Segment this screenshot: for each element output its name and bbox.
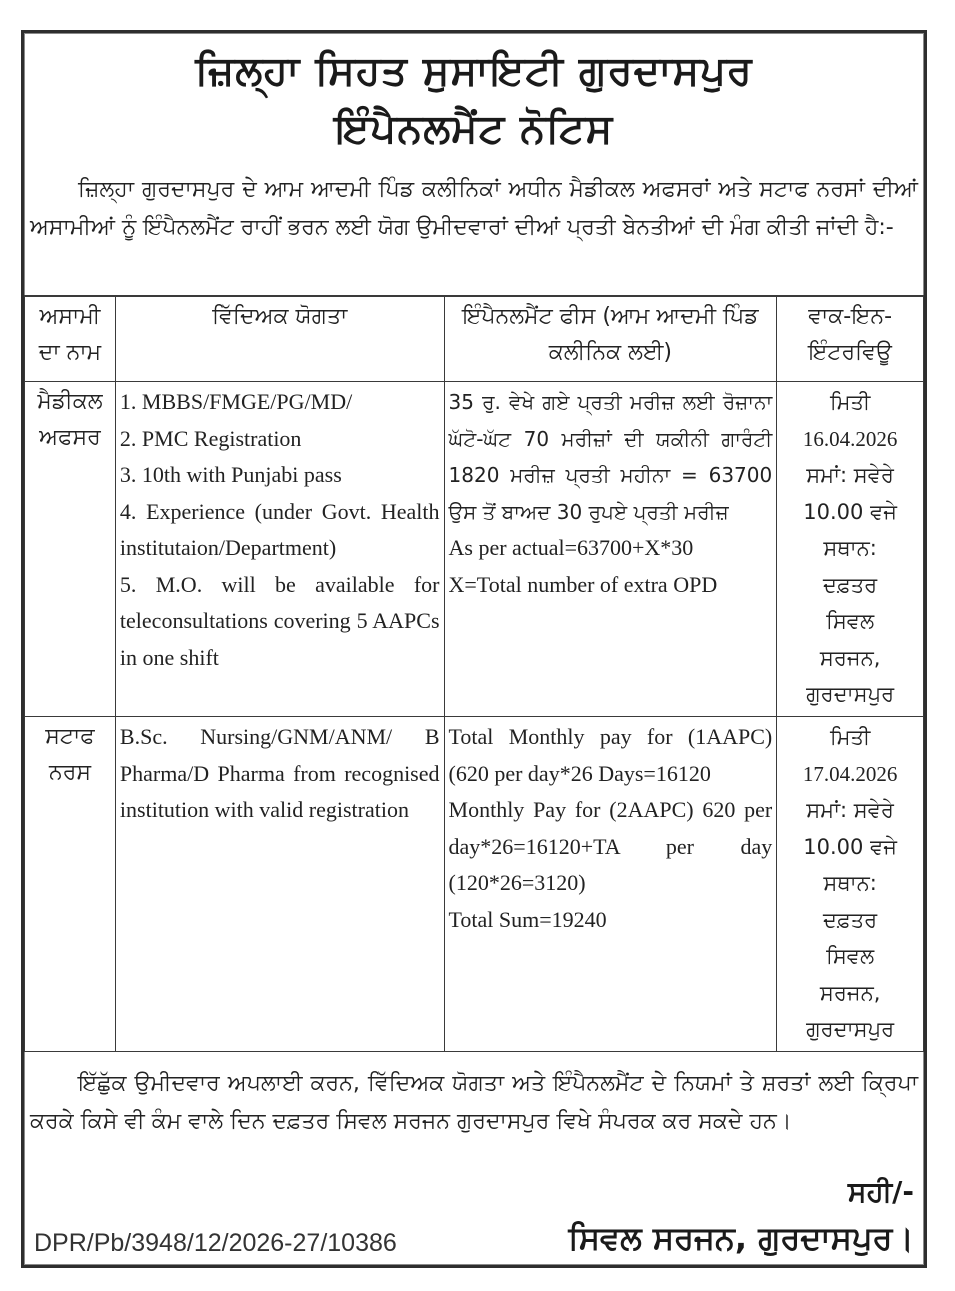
walkin-date: 17.04.2026 bbox=[802, 761, 898, 786]
post-cell bbox=[25, 717, 116, 1052]
intro-paragraph: ਜ਼ਿਲ੍ਹਾ ਗੁਰਦਾਸਪੁਰ ਦੇ ਆਮ ਆਦਮੀ ਪਿੰਡ ਕਲੀਨਿਕਾਂ ਅਧੀਨ ਮੈਡੀਕਲ ਅਫਸਰਾਂ ਅਤੇ ਸਟਾਫ ਨਰਸਾਂ ਦੀਆਂ ਅਸਾਮੀਆਂ ਨੂੰ ਇੰਪੈਨਲਮੈਂਟ ਰਾਹੀਂ ਭਰਨ ਲਈ ਯੋਗ ਉਮੀਦਵਾਰਾਂ ਦੀਆਂ ਪ੍ਰਤੀ ਬੇਨਤੀਆਂ ਦੀ ਮੰਗ ਕੀਤੀ ਜਾਂਦੀ ਹੈ:- bbox=[30, 177, 918, 240]
qualification-cell bbox=[115, 382, 444, 717]
walkin-cell bbox=[777, 382, 924, 717]
header-qualification: ਵਿੱਦਿਅਕ ਯੋਗਤਾ bbox=[115, 296, 444, 382]
walkin-date-label: ਮਿਤੀ bbox=[829, 390, 871, 414]
signer-title: ਸਿਵਲ ਸਰਜਨ, ਗੁਰਦਾਸਪੁਰ। bbox=[568, 1219, 914, 1257]
qualification-cell bbox=[115, 717, 444, 1052]
walkin-place: ਸਿਵਲ bbox=[826, 609, 875, 633]
header-fee: ਇੰਪੈਨਲਮੈਂਟ ਫੀਸ (ਆਮ ਆਦਮੀ ਪਿੰਡ ਕਲੀਨਿਕ ਲਈ) bbox=[444, 296, 777, 382]
qualification-item: 5. M.O. will be available for teleconsultations covering 5 AAPCs in one shift bbox=[119, 571, 440, 670]
walkin-place: ਗੁਰਦਾਸਪੁਰ bbox=[806, 1017, 895, 1041]
fee-cell bbox=[444, 717, 777, 1052]
table-row bbox=[25, 717, 924, 1052]
qualification-item: 4. Experience (under Govt. Health institutaion/Department) bbox=[119, 498, 440, 560]
header-post-name: ਅਸਾਮੀ ਦਾ ਨਾਮ bbox=[25, 296, 116, 382]
walkin-time-label: ਸਮਾਂ: ਸਵੇਰੇ bbox=[806, 798, 894, 822]
post-cell bbox=[25, 382, 116, 717]
walkin-date-label: ਮਿਤੀ bbox=[829, 725, 871, 749]
walkin-cell bbox=[777, 717, 924, 1052]
table-header-row bbox=[25, 296, 924, 382]
walkin-date: 16.04.2026 bbox=[802, 426, 898, 451]
walkin-place: ਦਫ਼ਤਰ bbox=[823, 572, 878, 597]
walkin-time-label: ਸਮਾਂ: ਸਵੇਰੇ bbox=[806, 463, 894, 487]
vacancy-table bbox=[24, 295, 924, 1052]
fee-line: Total Sum=19240 bbox=[448, 906, 607, 932]
walkin-place: ਸਰਜਨ, bbox=[819, 645, 881, 670]
walkin-place: ਗੁਰਦਾਸਪੁਰ bbox=[806, 682, 895, 706]
walkin-place: ਸਰਜਨ, bbox=[819, 980, 881, 1005]
fee-line: As per actual=63700+X*30 bbox=[448, 535, 694, 560]
qualification-item: B.Sc. Nursing/GNM/ANM/ B Pharma/D Pharma from recognised institution with valid registration bbox=[119, 724, 440, 822]
header-walkin: ਵਾਕ-ਇਨ-ਇੰਟਰਵਿਊ bbox=[777, 296, 924, 382]
walkin-place-label: ਸਥਾਨ: bbox=[823, 536, 877, 560]
fee-line: Monthly Pay for (2AAPC) 620 per day*26=16120+TA per day (120*26=3120) bbox=[448, 797, 773, 895]
footer-paragraph: ਇੱਛੁੱਕ ਉਮੀਦਵਾਰ ਅਪਲਾਈ ਕਰਨ, ਵਿੱਦਿਅਕ ਯੋਗਤਾ ਅਤੇ ਇੰਪੈਨਲਮੈਂਟ ਦੇ ਨਿਯਮਾਂ ਤੇ ਸ਼ਰਤਾਂ ਲਈ ਕ੍ਰਿਪਾ ਕਰਕੇ ਕਿਸੇ ਵੀ ਕੰਮ ਵਾਲੇ ਦਿਨ ਦਫ਼ਤਰ ਸਿਵਲ ਸਰਜਨ ਗੁਰਦਾਸਪੁਰ ਵਿਖੇ ਸੰਪਰਕ ਕਰ ਸਕਦੇ ਹਨ। bbox=[30, 1071, 918, 1134]
signature-mark: ਸਹੀ/- bbox=[847, 1175, 914, 1208]
notice-title-line1: ਜ਼ਿਲ੍ਹਾ ਸਿਹਤ ਸੁਸਾਇਟੀ ਗੁਰਦਾਸਪੁਰ bbox=[195, 48, 753, 94]
post-name-line: ਮੈਡੀਕਲ bbox=[37, 389, 103, 414]
qualification-item: 2. PMC Registration bbox=[119, 425, 302, 451]
fee-cell bbox=[444, 382, 777, 717]
walkin-place-label: ਸਥਾਨ: bbox=[823, 871, 877, 895]
walkin-place: ਸਿਵਲ bbox=[826, 944, 875, 968]
fee-punjabi-text: 35 ਰੁ. ਵੇਖੇ ਗਏ ਪ੍ਰਤੀ ਮਰੀਜ਼ ਲਈ ਰੋਜ਼ਾਨਾ ਘੱਟੋ-ਘੱਟ 70 ਮਰੀਜ਼ਾਂ ਦੀ ਯਕੀਨੀ ਗਾਰੰਟੀ 1820 ਮਰੀਜ਼ ਪ੍ਰਤੀ ਮਹੀਨਾ = 63700 ਉਸ ਤੋਂ ਬਾਅਦ 30 ਰੁਪਏ ਪ੍ਰਤੀ ਮਰੀਜ਼ bbox=[448, 390, 773, 524]
fee-line: X=Total number of extra OPD bbox=[448, 571, 718, 597]
walkin-time: 10.00 ਵਜੇ bbox=[803, 499, 897, 524]
post-name-line: ਅਫਸਰ bbox=[39, 425, 101, 450]
table-row bbox=[25, 382, 924, 717]
post-name-line: ਨਰਸ bbox=[48, 760, 91, 785]
post-name-line: ਸਟਾਫ bbox=[45, 724, 95, 749]
notice-frame bbox=[21, 30, 927, 1268]
notice-title-line2: ਇੰਪੈਨਲਮੈਂਟ ਨੋਟਿਸ bbox=[334, 106, 614, 152]
walkin-time: 10.00 ਵਜੇ bbox=[803, 834, 897, 859]
qualification-item: 3. 10th with Punjabi pass bbox=[119, 462, 342, 487]
walkin-place: ਦਫ਼ਤਰ bbox=[823, 907, 878, 932]
qualification-item: 1. MBBS/FMGE/PG/MD/ bbox=[119, 389, 353, 414]
fee-line: Total Monthly pay for (1AAPC) (620 per day*26 Days=16120 bbox=[448, 724, 773, 786]
reference-number: DPR/Pb/3948/12/2026-27/10386 bbox=[34, 1229, 397, 1257]
